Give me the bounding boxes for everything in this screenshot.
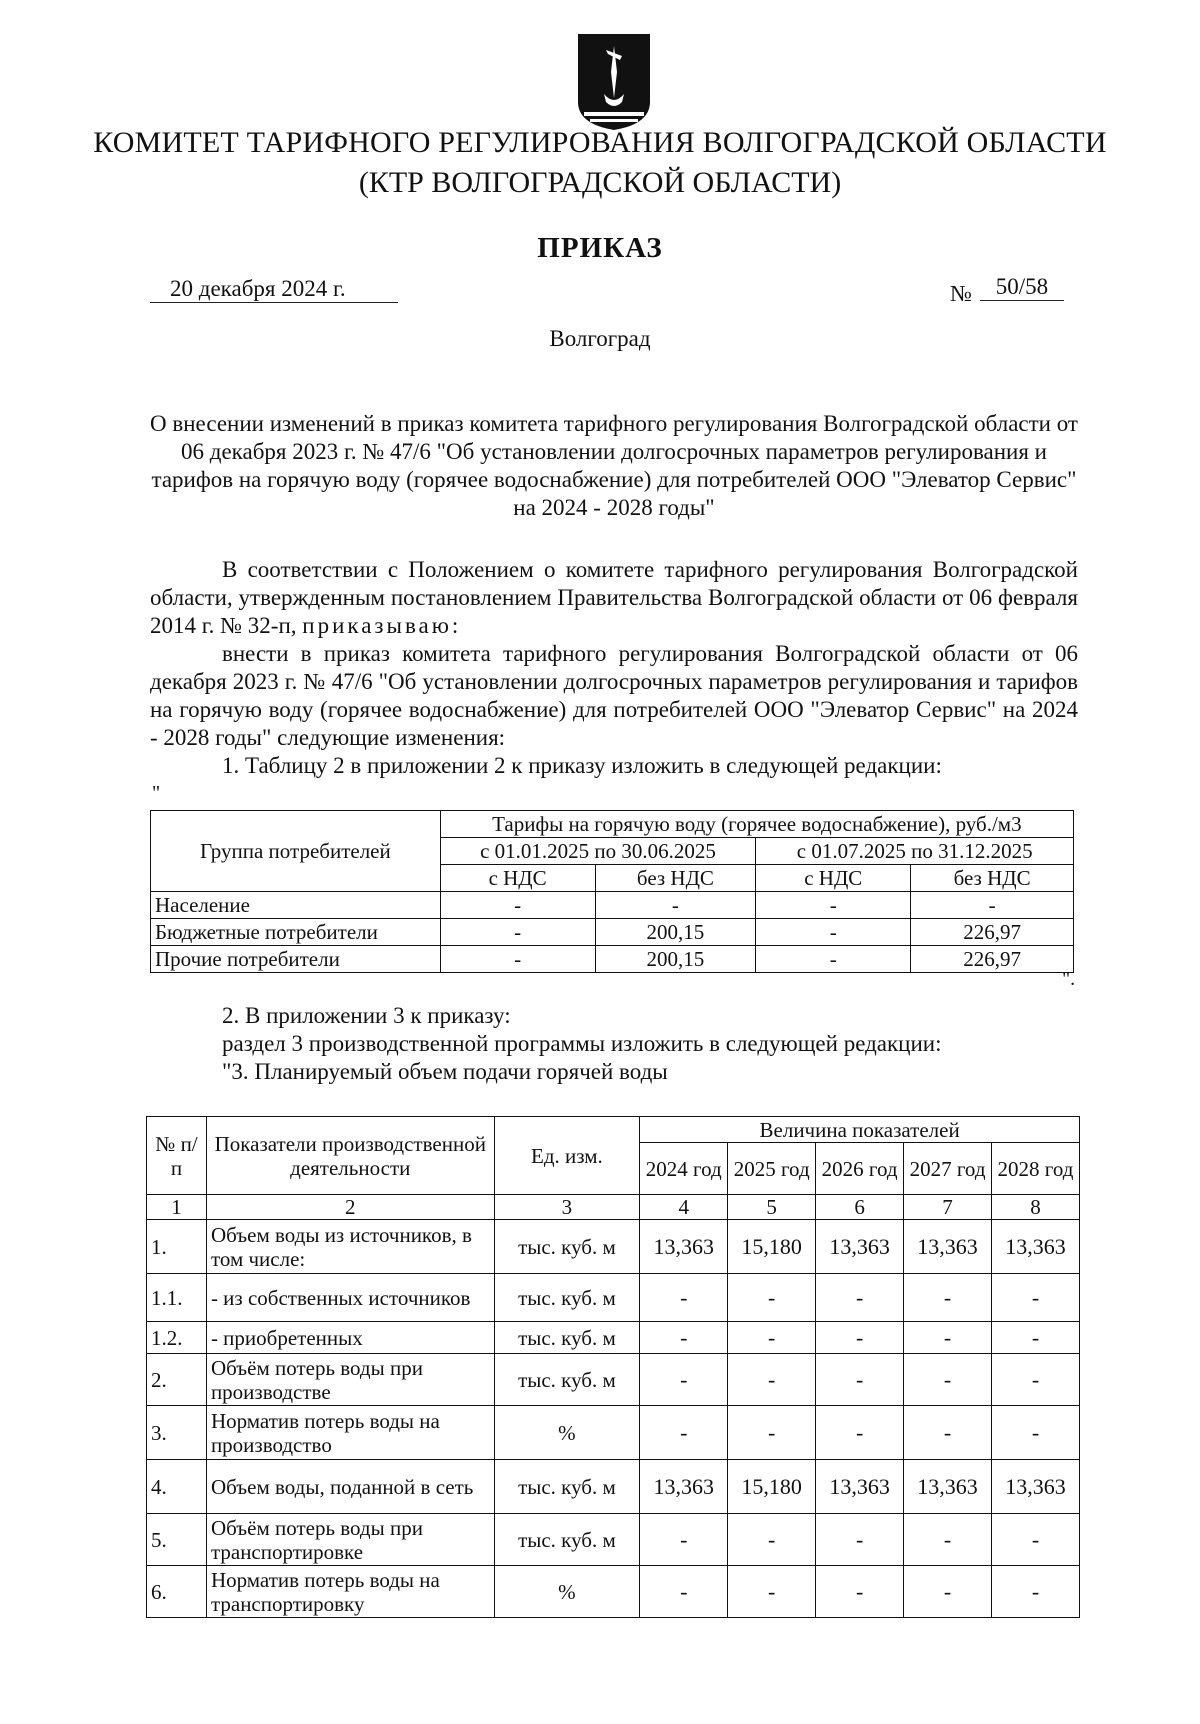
item-2-title: 2. В приложении 3 к приказу: [222, 1003, 511, 1028]
document-type: ПРИКАЗ [537, 232, 663, 264]
value-cell: - [728, 1406, 816, 1460]
value-cell: 15,180 [728, 1460, 816, 1514]
header-without-vat: без НДС [911, 865, 1074, 892]
item-1: 1. Таблицу 2 в приложении 2 к приказу изложить в следующей редакции: [222, 753, 942, 778]
quote-open: " [152, 782, 161, 804]
header-period-2: с 01.07.2025 по 31.12.2025 [756, 838, 1074, 865]
row-number: 2. [147, 1354, 207, 1406]
unit: тыс. куб. м [494, 1514, 640, 1566]
indicator-name: Норматив потерь воды на производство [206, 1406, 494, 1460]
document-city: Волгоград [549, 326, 651, 351]
indicator-name: - приобретенных [206, 1322, 494, 1354]
value-cell: - [904, 1406, 992, 1460]
header-period-1: с 01.01.2025 по 30.06.2025 [440, 838, 756, 865]
value-cell: - [904, 1274, 992, 1322]
unit: тыс. куб. м [494, 1354, 640, 1406]
indicator-name: Объем воды, поданной в сеть [206, 1460, 494, 1514]
unit: % [494, 1566, 640, 1618]
table-row [147, 1220, 1080, 1274]
row-number: 6. [147, 1566, 207, 1618]
value-cell: - [904, 1514, 992, 1566]
header-row-number: № п/п [147, 1117, 207, 1195]
table-row [151, 946, 1074, 973]
tariff-cell: - [756, 919, 911, 946]
quote-close: ". [1062, 968, 1076, 990]
column-numbers-row [147, 1195, 1080, 1220]
header-year: 2028 год [992, 1143, 1080, 1195]
value-cell: - [640, 1322, 728, 1354]
tariff-cell: 226,97 [911, 919, 1074, 946]
value-cell: - [904, 1322, 992, 1354]
row-number: 4. [147, 1460, 207, 1514]
value-cell: - [816, 1274, 904, 1322]
section-3-title: "3. Планируемый объем подачи горячей воды [222, 1059, 668, 1084]
header-year: 2026 год [816, 1143, 904, 1195]
value-cell: - [640, 1514, 728, 1566]
row-number: 3. [147, 1406, 207, 1460]
indicator-name: - из собственных источников [206, 1274, 494, 1322]
volume-table [146, 1116, 1080, 1618]
indicator-name: Объём потерь воды при транспортировке [206, 1514, 494, 1566]
value-cell: - [816, 1514, 904, 1566]
table-row [151, 919, 1074, 946]
unit: тыс. куб. м [494, 1322, 640, 1354]
value-cell: - [992, 1406, 1080, 1460]
value-cell: 15,180 [728, 1220, 816, 1274]
header-year: 2024 год [640, 1143, 728, 1195]
value-cell: - [640, 1274, 728, 1322]
value-cell: - [640, 1354, 728, 1406]
document-subject: О внесении изменений в приказ комитета тарифного регулирования Волгоградской области от 06 декабря 2023 г. № 47/6 "Об установлении долгосрочных параметров регулирования и тарифов на горячую воду (горячее водоснабжение) для потребителей ООО "Элеватор Сервис" на 2024 - 2028 годы" [150, 411, 1078, 520]
column-number: 2 [206, 1195, 494, 1220]
value-cell: 13,363 [640, 1220, 728, 1274]
item-2 [222, 1002, 942, 1086]
document-date: 20 декабря 2024 г. [150, 276, 398, 303]
consumer-group: Население [151, 892, 441, 919]
item-2-instruction: раздел 3 производственной программы изложить в следующей редакции: [222, 1031, 942, 1056]
header-indicator: Показатели производственной деятельности [206, 1117, 494, 1195]
column-number: 1 [147, 1195, 207, 1220]
tariff-cell: 200,15 [595, 919, 756, 946]
table-row [147, 1514, 1080, 1566]
value-cell: - [816, 1566, 904, 1618]
column-number: 3 [494, 1195, 640, 1220]
value-cell: - [992, 1514, 1080, 1566]
value-cell: 13,363 [904, 1460, 992, 1514]
table-row [147, 1354, 1080, 1406]
paragraph-basis [150, 556, 1078, 640]
header-tariffs: Тарифы на горячую воду (горячее водоснабжение), руб./м3 [440, 811, 1073, 838]
value-cell: - [728, 1566, 816, 1618]
header-unit: Ед. изм. [494, 1117, 640, 1195]
indicator-name: Объём потерь воды при производстве [206, 1354, 494, 1406]
column-number: 5 [728, 1195, 816, 1220]
tariff-cell: - [911, 892, 1074, 919]
value-cell: - [640, 1566, 728, 1618]
value-cell: 13,363 [640, 1460, 728, 1514]
header-consumer-group: Группа потребителей [151, 811, 441, 892]
table-row [147, 1566, 1080, 1618]
column-number: 8 [992, 1195, 1080, 1220]
table-row [147, 1322, 1080, 1354]
volgograd-coat-of-arms-icon [576, 32, 652, 132]
value-cell: - [904, 1354, 992, 1406]
value-cell: - [816, 1322, 904, 1354]
value-cell: - [992, 1322, 1080, 1354]
header-values: Величина показателей [640, 1117, 1080, 1143]
header-year: 2025 год [728, 1143, 816, 1195]
tariff-cell: 226,97 [911, 946, 1074, 973]
document-number: 50/58 [980, 274, 1064, 301]
header-with-vat: с НДС [440, 865, 595, 892]
header-without-vat: без НДС [595, 865, 756, 892]
value-cell: 13,363 [816, 1460, 904, 1514]
value-cell: - [728, 1274, 816, 1322]
tariff-cell: - [756, 892, 911, 919]
organization-abbreviation: (КТР ВОЛГОГРАДСКОЙ ОБЛАСТИ) [358, 166, 842, 199]
number-sign: № [950, 281, 972, 306]
organization-name: КОМИТЕТ ТАРИФНОГО РЕГУЛИРОВАНИЯ ВОЛГОГРАДСКОЙ ОБЛАСТИ [93, 126, 1107, 159]
value-cell: - [816, 1406, 904, 1460]
row-number: 5. [147, 1514, 207, 1566]
value-cell: 13,363 [992, 1460, 1080, 1514]
value-cell: 13,363 [992, 1220, 1080, 1274]
value-cell: 13,363 [816, 1220, 904, 1274]
tariff-table [150, 810, 1074, 973]
column-number: 4 [640, 1195, 728, 1220]
header-with-vat: с НДС [756, 865, 911, 892]
value-cell: 13,363 [904, 1220, 992, 1274]
indicator-name: Норматив потерь воды на транспортировку [206, 1566, 494, 1618]
row-number: 1.2. [147, 1322, 207, 1354]
header-year: 2027 год [904, 1143, 992, 1195]
value-cell: - [816, 1354, 904, 1406]
row-number: 1.1. [147, 1274, 207, 1322]
value-cell: - [992, 1566, 1080, 1618]
tariff-cell: - [595, 892, 756, 919]
column-number: 6 [816, 1195, 904, 1220]
unit: тыс. куб. м [494, 1274, 640, 1322]
indicator-name: Объем воды из источников, в том числе: [206, 1220, 494, 1274]
paragraph-basis-text: В соответствии с Положением о комитете тарифного регулирования Волгоградской области, утвержденным постановлением Правительства Волгоградской области от 06 февраля 2014 г. № 32-п, [150, 557, 1078, 638]
table-row [151, 892, 1074, 919]
tariff-cell: - [440, 892, 595, 919]
tariff-cell: 200,15 [595, 946, 756, 973]
tariff-cell: - [440, 946, 595, 973]
tariff-cell: - [756, 946, 911, 973]
order-word: приказываю: [302, 613, 462, 638]
value-cell: - [728, 1514, 816, 1566]
value-cell: - [640, 1406, 728, 1460]
unit: % [494, 1406, 640, 1460]
unit: тыс. куб. м [494, 1460, 640, 1514]
consumer-group: Бюджетные потребители [151, 919, 441, 946]
value-cell: - [728, 1322, 816, 1354]
table-row [147, 1274, 1080, 1322]
tariff-cell: - [440, 919, 595, 946]
paragraph-changes: внести в приказ комитета тарифного регулирования Волгоградской области от 06 декабря 2023 г. № 47/6 "Об установлении долгосрочных параметров регулирования и тарифов на горячую воду (горячее водоснабжение) для потребителей ООО "Элеватор Сервис" на 2024 - 2028 годы" следующие изменения: [150, 641, 1078, 750]
unit: тыс. куб. м [494, 1220, 640, 1274]
value-cell: - [992, 1274, 1080, 1322]
value-cell: - [992, 1354, 1080, 1406]
table-row [147, 1406, 1080, 1460]
table-row [147, 1460, 1080, 1514]
column-number: 7 [904, 1195, 992, 1220]
value-cell: - [728, 1354, 816, 1406]
value-cell: - [904, 1566, 992, 1618]
row-number: 1. [147, 1220, 207, 1274]
consumer-group: Прочие потребители [151, 946, 441, 973]
